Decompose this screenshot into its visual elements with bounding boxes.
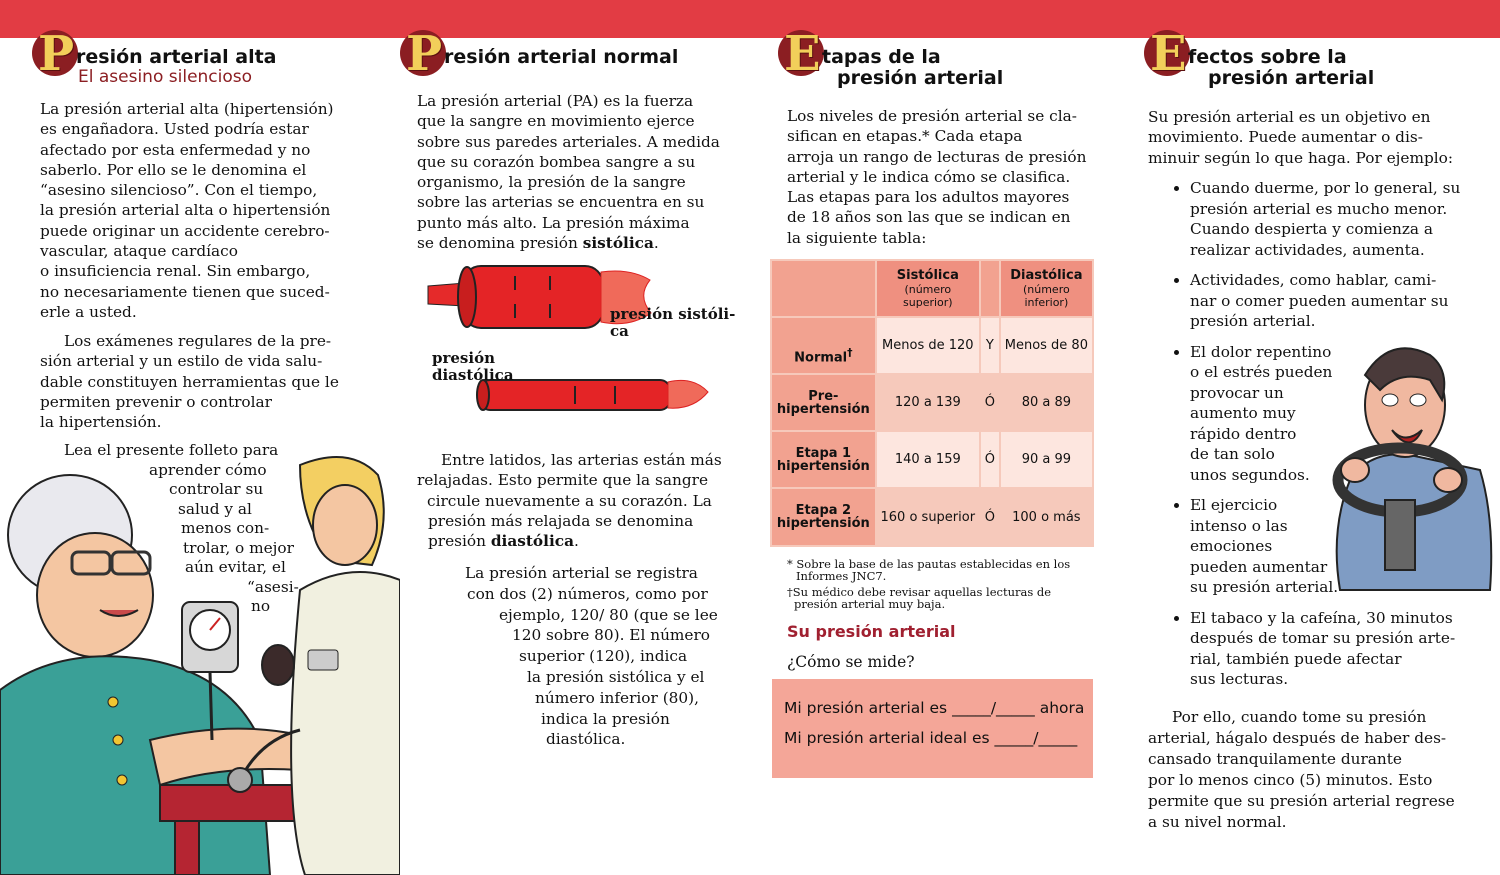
header-systolic: Sistólica (número superior)	[877, 261, 979, 316]
drop-cap: P	[400, 30, 446, 76]
col4-intro: Su presión arterial es un objetivo en movimiento. Puede aumentar o dis- minuir según lo que haga. Por ejemplo:	[1148, 108, 1454, 167]
diastolic-value: 90 a 99	[1001, 432, 1092, 487]
column-high-blood-pressure	[32, 26, 352, 90]
your-blood-pressure-heading: Su presión arterial	[787, 622, 956, 641]
current-bp-line[interactable]: Mi presión arterial es _____/_____ ahora	[784, 699, 1085, 717]
section-subtitle: El asesino silencioso	[78, 67, 253, 87]
header-empty-cell	[772, 261, 875, 316]
diastolic-value: 80 a 89	[1001, 375, 1092, 430]
label-systolic: presión sistóli- ca	[610, 305, 736, 340]
stressed-driver-illustration	[1330, 330, 1495, 595]
column-stages	[778, 26, 1098, 90]
section-heading	[32, 26, 352, 90]
footnote-jnc7: * Sobre la base de las pautas establecidas en los Informes JNC7.	[787, 557, 1071, 583]
conjunction: Y	[981, 318, 999, 373]
list-item: • El ejercicio intenso o las emociones pueden aumentar su presión arterial.	[1190, 495, 1468, 598]
section-heading	[778, 26, 1098, 90]
table-row	[772, 432, 1092, 487]
diastolic-value: 100 o más	[1001, 489, 1092, 545]
conjunction: Ó	[981, 489, 999, 545]
section-title-line-2: presión arterial	[837, 67, 1004, 89]
col3-intro: Los niveles de presión arterial se cla- sifican en etapas.* Cada etapa arroja un rango de lecturas de presión arterial y le indica cómo se clasifica. Las etapas para los adultos mayores de 18 años son las que se indican en la siguiente tabla:	[787, 107, 1087, 247]
table-row	[772, 318, 1092, 373]
ideal-bp-line[interactable]: Mi presión arterial ideal es _____/_____	[784, 729, 1078, 747]
header-diastolic: Diastólica (número inferior)	[1001, 261, 1092, 316]
col2-paragraph-3: La presión arterial se registra con dos (2) números, como por ejemplo, 120/ 80 (que se lee 120 sobre 80). El número superior (120), indica la presión sistólica y el número inferior (80), indica la presión diastólica.	[465, 564, 718, 749]
column-normal-blood-pressure	[400, 26, 730, 90]
row-label: Etapa 1 hipertensión	[772, 432, 875, 487]
how-measured-question: ¿Cómo se mide?	[787, 653, 915, 671]
list-item: • El tabaco y la cafeína, 30 minutos después de tomar su presión arte- rial, también puede afectar sus lecturas.	[1190, 608, 1468, 690]
col1-paragraph-1: La presión arterial alta (hipertensión) es engañadora. Usted podría estar afectado por esta enfermedad y no saberlo. Por ello se le denomina el “asesino silencioso”. Con el tiempo, la presión arterial alta o hipertensión puede originar un accidente cerebro- vascular, ataque cardíaco o insuficiencia renal. Sin embargo, no necesariamente tienen que suced- erle a usted.	[40, 100, 334, 321]
table-row	[772, 489, 1092, 545]
drop-cap: E	[1144, 30, 1190, 76]
blood-pressure-stages-table	[770, 259, 1094, 547]
list-item: • Actividades, como hablar, cami- nar o comer pueden aumentar su presión arterial.	[1190, 270, 1468, 332]
list-item: • El dolor repentino o el estrés pueden provocar un aumento muy rápido dentro de tan solo unos segundos.	[1190, 342, 1468, 486]
section-title-line-1: fectos sobre la	[1188, 46, 1347, 68]
col2-paragraph-1: La presión arterial (PA) es la fuerza que la sangre en movimiento ejerce sobre sus paredes arteriales. A medida que su corazón bombea sangre a su organismo, la presión de la sangre sobre las arterias se encuentra en su punto más alto. La presión máxima se denomina presión sistólica.	[417, 92, 720, 253]
nurse-patient-illustration	[0, 440, 400, 875]
section-heading	[1144, 26, 1474, 90]
row-label: Pre-hipertensión	[772, 375, 875, 430]
systolic-value: 160 o superior	[877, 489, 979, 545]
list-item: • Cuando duerme, por lo general, su presión arterial es mucho menor. Cuando despierta y comienza a realizar actividades, aumenta.	[1190, 178, 1468, 260]
table-header-row	[772, 261, 1092, 316]
conjunction: Ó	[981, 375, 999, 430]
row-label: Normal†	[772, 318, 875, 373]
label-diastolic: presión diastólica	[432, 349, 514, 384]
section-title: resión arterial normal	[444, 46, 679, 68]
systolic-value: Menos de 120	[877, 318, 979, 373]
table-row	[772, 375, 1092, 430]
artery-illustration	[425, 258, 725, 428]
col1-paragraph-3: Lea el presente folleto para aprender cómo controlar su salud y al menos con- trolar, o mejor aún evitar, el “asesi- no	[64, 441, 299, 615]
drop-cap: E	[778, 30, 824, 76]
diastolic-value: Menos de 80	[1001, 318, 1092, 373]
systolic-value: 140 a 159	[877, 432, 979, 487]
footnote-low-readings: †Su médico debe revisar aquellas lecturas de presión arterial muy baja.	[787, 585, 1052, 611]
drop-cap: P	[32, 30, 78, 76]
col2-paragraph-2: Entre latidos, las arterias están más relajadas. Esto permite que la sangre circule nuevamente a su corazón. La presión más relajada se denomina presión diastólica.	[417, 451, 722, 551]
conjunction: Ó	[981, 432, 999, 487]
section-title: resión arterial alta	[76, 46, 277, 68]
header-spacer	[981, 261, 999, 316]
col4-closing: Por ello, cuando tome su presión arterial, hágalo después de haber des- cansado tranquilamente durante por lo menos cinco (5) minutos. Esto permite que su presión arterial regrese a su nivel normal.	[1148, 708, 1455, 831]
column-effects	[1144, 26, 1474, 90]
row-label: Etapa 2 hipertensión	[772, 489, 875, 545]
section-title-line-2: presión arterial	[1208, 67, 1375, 89]
section-heading	[400, 26, 730, 90]
record-box	[772, 679, 1093, 778]
section-title-line-1: tapas de la	[822, 46, 941, 68]
systolic-value: 120 a 139	[877, 375, 979, 430]
col1-paragraph-2: Los exámenes regulares de la pre- sión arterial y un estilo de vida salu- dable constituyen herramientas que le permiten prevenir o controlar la hipertensión.	[40, 332, 339, 432]
